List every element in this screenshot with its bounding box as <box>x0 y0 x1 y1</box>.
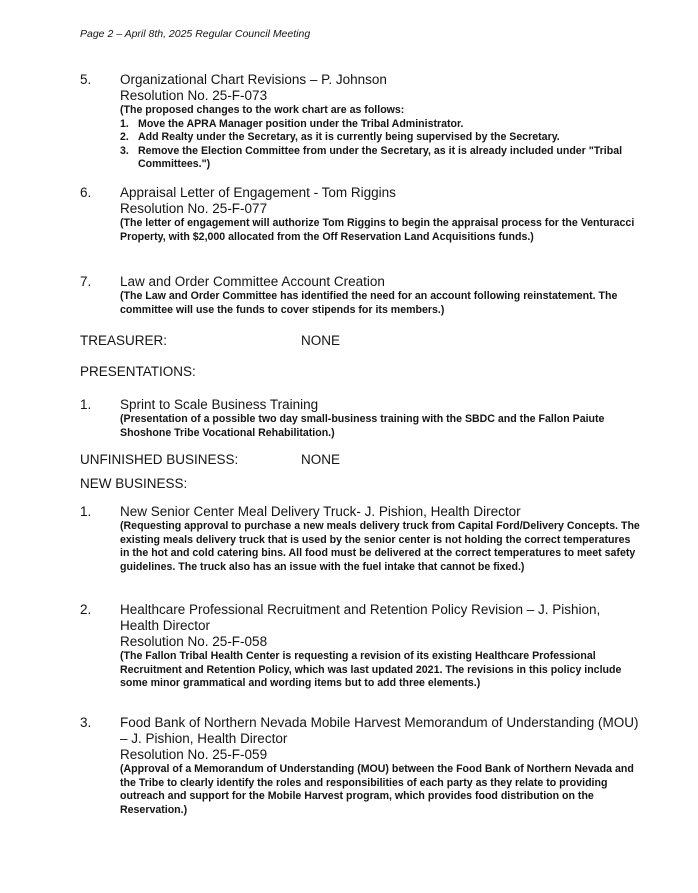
section-value: NONE <box>301 452 341 467</box>
resolution-number: Resolution No. 25-F-058 <box>120 634 268 649</box>
item-number: 6. <box>80 185 92 200</box>
section-label: UNFINISHED BUSINESS: <box>80 452 239 467</box>
item-title: New Senior Center Meal Delivery Truck- J. Pishion, Health Director <box>120 504 521 519</box>
new-business-heading: NEW BUSINESS: <box>80 476 188 491</box>
item-title: Sprint to Scale Business Training <box>120 397 319 412</box>
item-description: (The Law and Order Committee has identified the need for an account following reinstatement. The committee will use the funds to cover stipends for its members.) <box>120 290 618 316</box>
section-value: NONE <box>301 333 341 348</box>
item-number: 1. <box>80 397 92 412</box>
item-title: Appraisal Letter of Engagement - Tom Riggins <box>120 185 396 200</box>
item-title: Healthcare Professional Recruitment and Retention Policy Revision – J. Pishion, Health Director <box>120 602 601 633</box>
item-number: 7. <box>80 274 92 289</box>
agenda-item-6 <box>80 185 640 244</box>
item-description: (Requesting approval to purchase a new meals delivery truck from Capital Ford/Delivery Concepts. The existing meals delivery truck that is used by the senior center is not holding the correct temperatures in the hot and cold catering bins. All food must be delivered at the correct temperatures to meet safety guidelines. The truck also has an issue with the fuel intake that cannot be fixed.) <box>120 520 640 573</box>
item-description: (Approval of a Memorandum of Understanding (MOU) between the Food Bank of Northern Nevada and the Tribe to clearly identify the roles and responsibilities of each party as they relate to providing outreach and support for the Mobile Harvest program, which provides food distribution on the Reservation.) <box>120 763 634 816</box>
presentation-item-1 <box>80 397 640 440</box>
resolution-number: Resolution No. 25-F-073 <box>120 88 268 103</box>
change-list <box>120 118 640 172</box>
item-title: Food Bank of Northern Nevada Mobile Harvest Memorandum of Understanding (MOU) – J. Pishion, Health Director <box>120 715 639 746</box>
change-list-item: 2. Add Realty under the Secretary, as it is currently being supervised by the Secretary. <box>120 131 560 143</box>
section-label: TREASURER: <box>80 333 168 348</box>
new-business-item-1 <box>80 504 640 574</box>
resolution-number: Resolution No. 25-F-059 <box>120 747 268 762</box>
presentations-heading: PRESENTATIONS: <box>80 364 196 379</box>
unfinished-business-section <box>80 452 341 467</box>
agenda-item-5 <box>80 72 640 172</box>
item-title: Law and Order Committee Account Creation <box>120 274 385 289</box>
resolution-number: Resolution No. 25-F-077 <box>120 201 268 216</box>
item-number: 1. <box>80 504 92 519</box>
change-list-item: 1. Move the APRA Manager position under the Tribal Administrator. <box>120 117 464 130</box>
page-header: Page 2 – April 8th, 2025 Regular Council Meeting <box>80 28 311 40</box>
item-number: 2. <box>80 602 92 617</box>
item-number: 5. <box>80 72 92 87</box>
new-business-item-3 <box>80 715 640 817</box>
new-business-item-2 <box>80 602 640 691</box>
agenda-item-7 <box>80 274 640 317</box>
item-description: (Presentation of a possible two day small-business training with the SBDC and the Fallon Paiute Shoshone Tribe Vocational Rehabilitation.) <box>120 413 605 439</box>
change-list-item: 3. Remove the Election Committee from under the Secretary, as it is already included under "Tribal Committees.") <box>120 144 623 170</box>
item-description: (The proposed changes to the work chart are as follows: <box>120 104 405 116</box>
item-description: (The letter of engagement will authorize Tom Riggins to begin the appraisal process for the Venturacci Property, with $2,000 allocated from the Off Reservation Land Acquisitions funds.) <box>120 217 635 243</box>
item-title: Organizational Chart Revisions – P. Johnson <box>120 72 387 87</box>
item-number: 3. <box>80 715 92 730</box>
item-description: (The Fallon Tribal Health Center is requesting a revision of its existing Healthcare Professional Recruitment and Retention Policy, which was last updated 2021. The revisions in this policy include some minor grammatical and wording items but to add three elements.) <box>120 650 622 689</box>
treasurer-section <box>80 333 341 348</box>
